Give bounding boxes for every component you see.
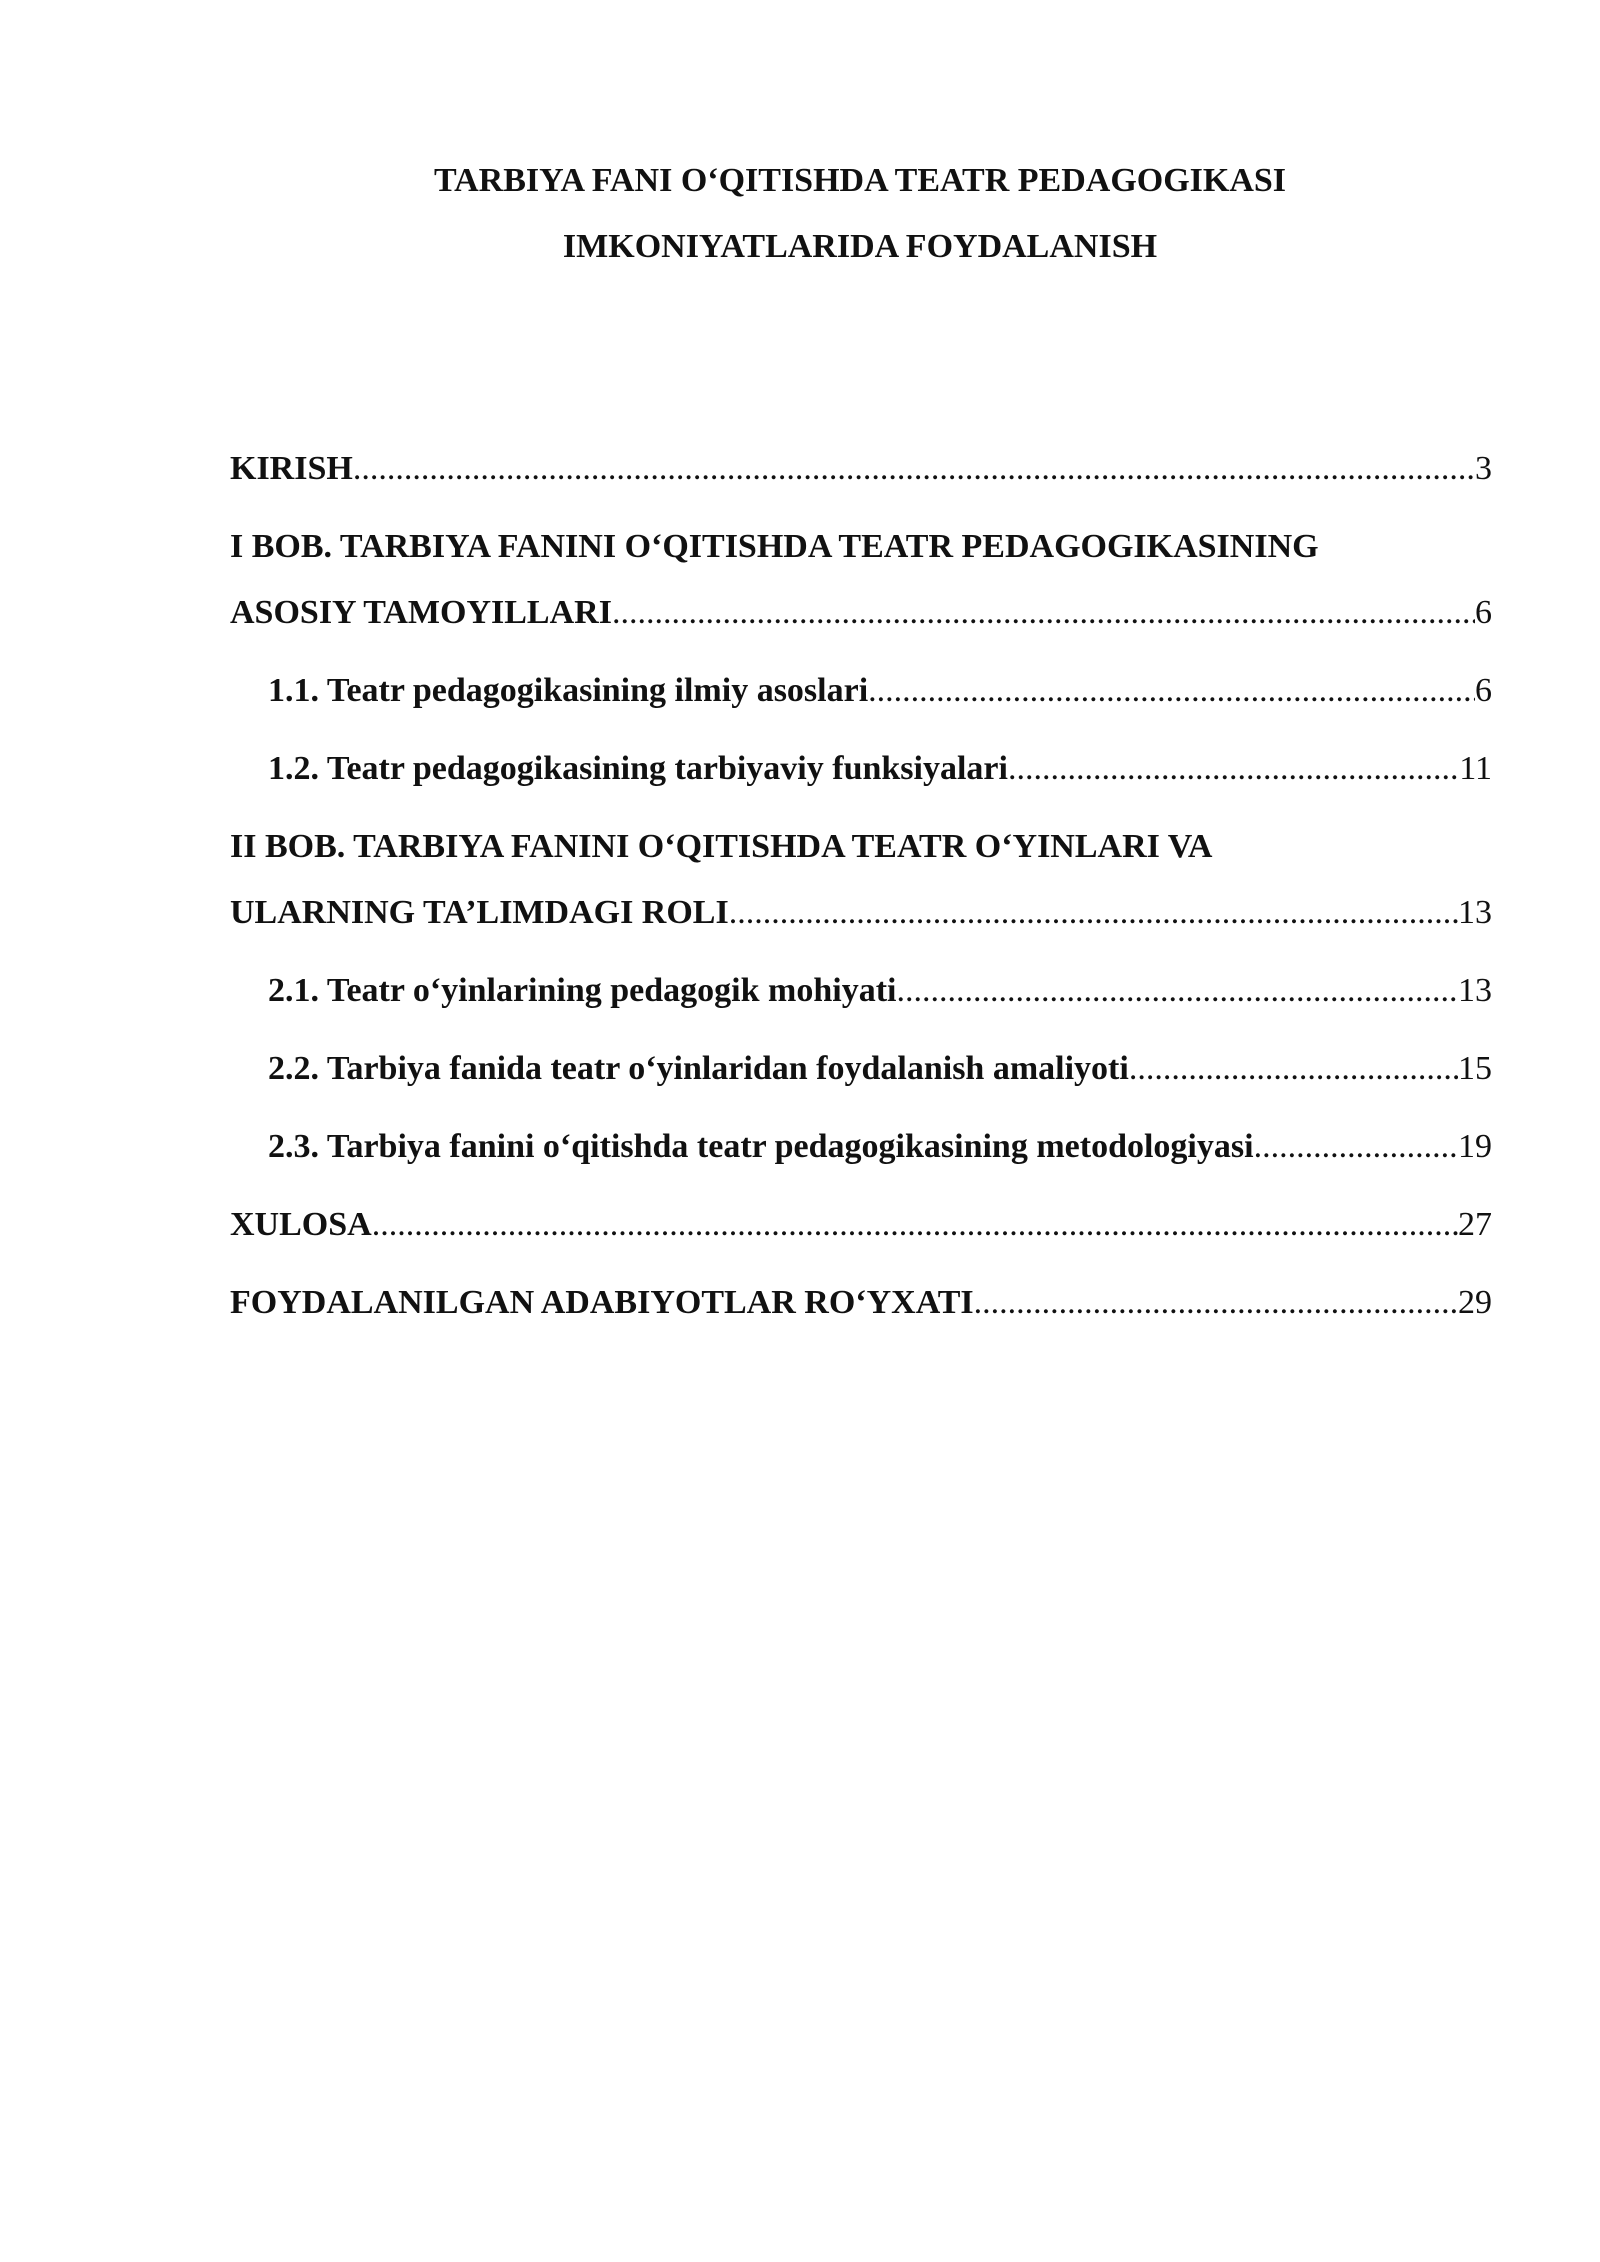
toc-entry-label: KIRISH — [230, 450, 353, 487]
toc-entry-references[interactable] — [230, 1270, 1492, 1335]
toc-leader-dots — [729, 880, 1458, 945]
toc-page-number: 27 — [1458, 1206, 1492, 1243]
title-line-1: TARBIYA FANI O‘QITISHDA TEATR PEDAGOGIKASI — [433, 162, 1287, 199]
toc-entry-label: 2.1. Teatr o‘yinlarining pedagogik mohiyati — [268, 972, 897, 1009]
toc-leader-dots — [612, 580, 1475, 645]
toc-page-number: 15 — [1458, 1050, 1492, 1087]
toc-page-number: 6 — [1475, 594, 1492, 631]
title-line-2: IMKONIYATLARIDA FOYDALANISH — [562, 228, 1158, 265]
toc-entry-label: 2.2. Tarbiya fanida teatr o‘yinlaridan foydalanish amaliyoti — [268, 1050, 1129, 1087]
toc-entry-label: XULOSA — [230, 1206, 372, 1243]
toc-entry-chapter-1-line-2 — [230, 580, 1492, 645]
toc-entry-section-2-3[interactable] — [230, 1114, 1492, 1179]
toc-entry-xulosa[interactable] — [230, 1192, 1492, 1257]
table-of-contents — [230, 436, 1492, 1335]
toc-entry-label: 2.3. Tarbiya fanini o‘qitishda teatr pedagogikasining metodologiyasi — [268, 1128, 1254, 1165]
toc-entry-label: ULARNING TA’LIMDAGI ROLI — [230, 894, 729, 931]
toc-leader-dots — [1129, 1036, 1458, 1101]
toc-leader-dots — [353, 436, 1475, 501]
toc-page-number: 3 — [1475, 450, 1492, 487]
toc-page-number: 13 — [1458, 972, 1492, 1009]
toc-page-number: 6 — [1475, 672, 1492, 709]
toc-leader-dots — [372, 1192, 1458, 1257]
toc-leader-dots — [896, 958, 1458, 1023]
document-title — [230, 148, 1490, 280]
toc-entry-label: ASOSIY TAMOYILLARI — [230, 594, 612, 631]
toc-leader-dots — [1254, 1114, 1458, 1179]
toc-entry-kirish[interactable] — [230, 436, 1492, 501]
toc-entry-label-line-1: II BOB. TARBIYA FANINI O‘QITISHDA TEATR O‘YINLARI VA — [230, 828, 1213, 865]
toc-page-number: 29 — [1458, 1284, 1492, 1321]
toc-page-number: 19 — [1458, 1128, 1492, 1165]
toc-leader-dots — [1008, 736, 1459, 801]
toc-page-number: 13 — [1458, 894, 1492, 931]
toc-entry-chapter-2[interactable] — [230, 814, 1492, 945]
toc-entry-label: FOYDALANILGAN ADABIYOTLAR RO‘YXATI — [230, 1284, 974, 1321]
toc-entry-section-1-1[interactable] — [230, 658, 1492, 723]
toc-entry-label: 1.2. Teatr pedagogikasining tarbiyaviy funksiyalari — [268, 750, 1008, 787]
toc-entry-section-2-2[interactable] — [230, 1036, 1492, 1101]
toc-entry-section-2-1[interactable] — [230, 958, 1492, 1023]
toc-entry-chapter-2-line-2 — [230, 880, 1492, 945]
toc-page-number: 11 — [1459, 750, 1492, 787]
toc-entry-section-1-2[interactable] — [230, 736, 1492, 801]
toc-leader-dots — [974, 1270, 1458, 1335]
toc-entry-chapter-1[interactable] — [230, 514, 1492, 645]
toc-entry-label: 1.1. Teatr pedagogikasining ilmiy asoslari — [268, 672, 869, 709]
toc-entry-label-line-1: I BOB. TARBIYA FANINI O‘QITISHDA TEATR PEDAGOGIKASINING — [230, 528, 1319, 565]
toc-leader-dots — [868, 658, 1475, 723]
